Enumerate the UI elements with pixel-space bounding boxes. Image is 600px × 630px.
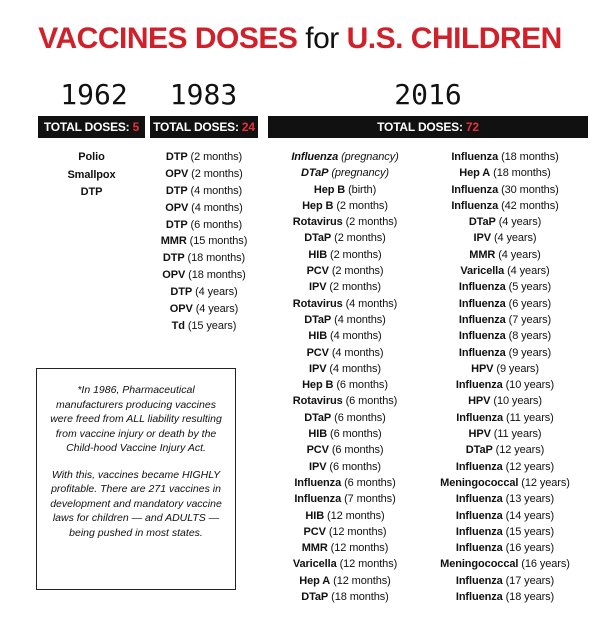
vaccine-age: (10 years) — [505, 379, 555, 392]
vaccine-age: (12 months) — [328, 525, 387, 538]
vaccine-age: (30 months) — [501, 183, 559, 196]
dose-item — [420, 573, 590, 589]
dose-item — [420, 328, 590, 344]
vaccine-name: Meningococcal — [440, 558, 519, 571]
dose-item — [38, 149, 145, 167]
title-part-2: for — [305, 22, 339, 55]
vaccine-name: OPV — [169, 303, 193, 316]
vaccine-age: (12 years) — [505, 460, 555, 473]
vaccine-name: Varicella — [292, 558, 337, 571]
vaccine-name: MMR — [160, 235, 187, 248]
vaccine-age: (2 months) — [330, 248, 382, 261]
vaccine-name: Influenza — [455, 460, 503, 473]
vaccine-name: Hep B — [313, 183, 346, 196]
vaccine-age: (18 years) — [505, 591, 555, 604]
dose-item — [420, 508, 590, 524]
footnote-box — [36, 368, 236, 590]
vaccine-name: Influenza — [294, 493, 342, 506]
dose-item — [420, 475, 590, 491]
vaccine-name: Varicella — [460, 265, 505, 278]
vaccine-age: (4 years) — [493, 232, 537, 245]
vaccine-age: (4 years) — [195, 303, 239, 316]
vaccine-name: Influenza — [455, 525, 503, 538]
dose-list-2016-right — [420, 149, 590, 605]
vaccine-name: Hep A — [459, 167, 491, 180]
dose-item — [420, 426, 590, 442]
dose-item — [270, 508, 420, 524]
vaccine-age: (17 years) — [505, 574, 555, 587]
vaccine-name: HIB — [308, 428, 328, 441]
vaccine-age: (7 months) — [344, 493, 396, 506]
dose-list-2016-left — [270, 149, 420, 605]
total-number: 5 — [132, 120, 140, 134]
vaccine-age: (12 years) — [495, 444, 545, 457]
year-1962: 1962 — [60, 78, 128, 111]
vaccine-name: DTaP — [301, 167, 329, 180]
dose-item — [270, 263, 420, 279]
dose-item — [420, 247, 590, 263]
vaccine-name: Meningococcal — [440, 476, 519, 489]
dose-item — [38, 167, 145, 185]
vaccine-name: DTP — [165, 218, 188, 231]
vaccine-age: (4 months) — [329, 362, 381, 375]
dose-item — [270, 296, 420, 312]
vaccine-age: (4 months) — [190, 184, 243, 197]
vaccine-name: IPV — [309, 281, 327, 294]
vaccine-name: PCV — [306, 346, 329, 359]
dose-item — [270, 198, 420, 214]
dose-item — [270, 377, 420, 393]
vaccine-name: PCV — [306, 444, 329, 457]
vaccine-age: (6 months) — [334, 411, 386, 424]
dose-item — [420, 524, 590, 540]
vaccine-age: (4 months) — [330, 330, 382, 343]
dose-item — [420, 540, 590, 556]
vaccine-name: PCV — [303, 525, 326, 538]
vaccine-name: OPV — [162, 269, 186, 282]
vaccine-age: (7 years) — [508, 313, 552, 326]
vaccine-age: (15 years) — [187, 319, 237, 332]
vaccine-age: (18 months) — [187, 252, 246, 265]
vaccine-age: (14 years) — [505, 509, 555, 522]
vaccine-name: Influenza — [455, 493, 503, 506]
vaccine-name: Hep A — [299, 574, 331, 587]
dose-item — [270, 279, 420, 295]
dose-item — [270, 328, 420, 344]
vaccine-name: HPV — [468, 395, 491, 408]
vaccine-age: (4 years) — [498, 248, 541, 261]
vaccine-age: (2 months) — [336, 199, 388, 212]
dose-item — [270, 556, 420, 572]
dose-item — [420, 230, 590, 246]
vaccine-age: (11 years) — [493, 428, 542, 441]
vaccine-name: Influenza — [455, 542, 503, 555]
vaccine-age: (12 months) — [327, 509, 385, 522]
vaccine-age: (2 months) — [191, 167, 243, 180]
vaccine-age: (11 years) — [506, 411, 554, 424]
dose-item — [270, 393, 420, 409]
vaccine-age: (6 years) — [508, 297, 552, 310]
vaccine-name: OPV — [165, 201, 189, 214]
vaccine-name: Rotavirus — [292, 395, 343, 408]
dose-item — [150, 267, 258, 284]
vaccine-name: Influenza — [455, 591, 503, 604]
dose-item — [270, 410, 420, 426]
total-label: TOTAL DOSES: — [377, 120, 463, 134]
dose-item — [270, 361, 420, 377]
vaccine-age: (pregnancy) — [341, 151, 399, 163]
vaccine-name: DTP — [165, 151, 188, 163]
dose-item — [270, 247, 420, 263]
vaccine-age: (18 months) — [188, 269, 246, 282]
dose-item — [420, 263, 590, 279]
vaccine-name: Hep B — [302, 379, 334, 392]
dose-item — [270, 214, 420, 230]
vaccine-age: (4 months) — [345, 297, 398, 310]
dose-item — [420, 459, 590, 475]
vaccine-name: IPV — [309, 362, 327, 375]
dose-item — [420, 279, 590, 295]
total-label: TOTAL DOSES: — [43, 120, 130, 134]
dose-item — [38, 184, 145, 202]
dose-item — [270, 312, 420, 328]
vaccine-name: HPV — [468, 428, 491, 441]
dose-item — [150, 250, 258, 267]
page-title — [0, 22, 600, 56]
dose-item — [270, 524, 420, 540]
vaccine-name: DTaP — [304, 232, 332, 245]
dose-item — [420, 165, 590, 181]
vaccine-age: (42 months) — [501, 199, 559, 212]
vaccine-name: Influenza — [458, 330, 506, 343]
vaccine-name: HIB — [308, 330, 328, 343]
vaccine-age: (18 months) — [331, 591, 389, 604]
vaccine-name: Polio — [78, 151, 105, 163]
vaccine-name: Influenza — [458, 281, 506, 294]
vaccine-age: (5 years) — [508, 281, 552, 294]
title-part-1: VACCINES DOSES — [38, 22, 298, 55]
dose-item — [420, 182, 590, 198]
dose-item — [420, 198, 590, 214]
vaccine-age: (6 months) — [190, 218, 243, 231]
dose-item — [150, 183, 258, 200]
vaccine-name: HPV — [471, 362, 494, 375]
total-label: TOTAL DOSES: — [153, 120, 239, 134]
dose-item — [420, 442, 590, 458]
vaccine-age: (9 years) — [496, 362, 539, 375]
vaccine-name: DTaP — [301, 591, 329, 604]
vaccine-name: DTP — [165, 184, 188, 197]
vaccine-name: DTaP — [304, 411, 332, 424]
dose-item — [270, 589, 420, 605]
dose-item — [150, 217, 258, 234]
vaccine-name: Influenza — [458, 313, 506, 326]
vaccine-age: (15 years) — [505, 525, 555, 538]
dose-item — [150, 318, 258, 335]
dose-item — [270, 459, 420, 475]
vaccine-name: Influenza — [291, 151, 339, 163]
vaccine-age: (birth) — [348, 183, 377, 196]
dose-item — [420, 214, 590, 230]
vaccine-name: Influenza — [451, 183, 499, 196]
dose-item — [420, 345, 590, 361]
dose-item — [150, 301, 258, 318]
vaccine-name: DTaP — [468, 216, 496, 229]
vaccine-name: Influenza — [455, 574, 503, 587]
vaccine-name: PCV — [306, 265, 329, 278]
dose-item — [420, 393, 590, 409]
dose-item — [270, 475, 420, 491]
vaccine-name: Influenza — [455, 509, 503, 522]
vaccine-age: (16 years) — [521, 558, 570, 571]
vaccine-age: (13 years) — [505, 493, 555, 506]
footnote-paragraph-1: *In 1986, Pharmaceutical manufacturers producing vaccines were freed from ALL liability resulting from vaccine injury or death by the Child-hood Vaccine Injury Act. — [50, 384, 222, 454]
vaccine-age: (2 months) — [334, 232, 386, 245]
vaccine-age: (8 years) — [508, 330, 552, 343]
total-number: 72 — [465, 120, 479, 134]
vaccine-age: (pregnancy) — [331, 167, 389, 180]
vaccine-age: (6 months) — [345, 395, 398, 408]
dose-item — [420, 361, 590, 377]
vaccine-age: (6 months) — [344, 476, 396, 489]
title-part-3: U.S. CHILDREN — [346, 22, 562, 55]
vaccine-age: (12 months) — [339, 558, 398, 571]
vaccine-age: (4 years) — [507, 265, 550, 278]
vaccine-age: (4 months) — [334, 313, 386, 326]
dose-item — [150, 200, 258, 217]
vaccine-age: (2 months) — [190, 151, 243, 163]
vaccine-age: (6 months) — [336, 379, 388, 392]
dose-item — [150, 166, 258, 183]
vaccine-name: Influenza — [458, 297, 506, 310]
vaccine-age: (2 months) — [329, 281, 381, 294]
vaccine-age: (18 months) — [501, 151, 559, 163]
vaccine-name: DTP — [170, 286, 193, 299]
dose-item — [270, 573, 420, 589]
total-bar-1962 — [38, 116, 145, 138]
vaccine-age: (16 years) — [505, 542, 555, 555]
vaccine-name: DTP — [162, 252, 185, 265]
dose-item — [150, 284, 258, 301]
vaccine-age: (4 months) — [191, 201, 243, 214]
vaccine-age: (6 months) — [330, 428, 382, 441]
vaccine-name: MMR — [469, 248, 496, 261]
dose-list-1983 — [150, 149, 258, 335]
dose-item — [150, 233, 258, 250]
vaccine-name: DTaP — [304, 313, 332, 326]
dose-item — [270, 345, 420, 361]
dose-item — [270, 149, 420, 165]
footnote-paragraph-2: With this, vaccines became HIGHLY profitable. There are 271 vaccines in development and mandatory vaccine laws for children — and ADULTS — being pushed in most states. — [50, 468, 222, 539]
dose-item — [270, 165, 420, 181]
vaccine-age: (4 years) — [498, 216, 542, 229]
vaccine-age: (4 months) — [331, 346, 384, 359]
dose-item — [150, 149, 258, 166]
dose-list-1962 — [38, 149, 145, 202]
dose-item — [270, 491, 420, 507]
vaccine-name: Influenza — [294, 476, 342, 489]
vaccine-name: HIB — [308, 248, 328, 261]
dose-item — [420, 491, 590, 507]
dose-item — [270, 442, 420, 458]
vaccine-age: (4 years) — [195, 286, 238, 299]
dose-item — [270, 182, 420, 198]
vaccine-age: (6 months) — [329, 460, 381, 473]
vaccine-age: (12 months) — [333, 574, 391, 587]
total-number: 24 — [241, 120, 255, 134]
vaccine-name: Influenza — [456, 411, 504, 424]
vaccine-age: (18 months) — [493, 167, 551, 180]
vaccine-name: Td — [171, 319, 185, 332]
vaccine-name: Influenza — [458, 346, 506, 359]
vaccine-name: DTaP — [465, 444, 493, 457]
vaccine-age: (2 months) — [345, 216, 398, 229]
vaccine-name: Influenza — [451, 151, 499, 163]
vaccine-name: MMR — [301, 542, 328, 555]
vaccine-age: (15 months) — [189, 235, 248, 248]
vaccine-age: (12 months) — [330, 542, 389, 555]
vaccine-name: Smallpox — [67, 168, 116, 181]
year-2016: 2016 — [394, 78, 462, 111]
vaccine-name: Influenza — [455, 379, 503, 392]
dose-item — [270, 540, 420, 556]
vaccine-name: Influenza — [451, 199, 499, 212]
dose-item — [420, 410, 590, 426]
vaccine-name: IPV — [473, 232, 491, 245]
vaccine-name: Rotavirus — [292, 297, 343, 310]
total-bar-2016 — [268, 116, 588, 138]
vaccine-name: IPV — [309, 460, 327, 473]
dose-item — [420, 312, 590, 328]
vaccine-name: Hep B — [302, 199, 334, 212]
vaccine-name: DTP — [80, 186, 103, 198]
dose-item — [420, 149, 590, 165]
vaccine-name: Rotavirus — [292, 216, 343, 229]
year-1983: 1983 — [169, 78, 238, 111]
dose-item — [420, 556, 590, 572]
dose-item — [420, 377, 590, 393]
vaccine-age: (10 years) — [493, 395, 542, 408]
dose-item — [420, 296, 590, 312]
vaccine-age: (12 years) — [521, 476, 570, 489]
vaccine-age: (2 months) — [331, 265, 384, 278]
vaccine-age: (9 years) — [508, 346, 552, 359]
vaccine-age: (6 months) — [331, 444, 384, 457]
vaccine-name: OPV — [165, 167, 189, 180]
vaccine-name: HIB — [305, 509, 325, 522]
dose-item — [270, 426, 420, 442]
dose-item — [420, 589, 590, 605]
dose-item — [270, 230, 420, 246]
total-bar-1983 — [150, 116, 258, 138]
